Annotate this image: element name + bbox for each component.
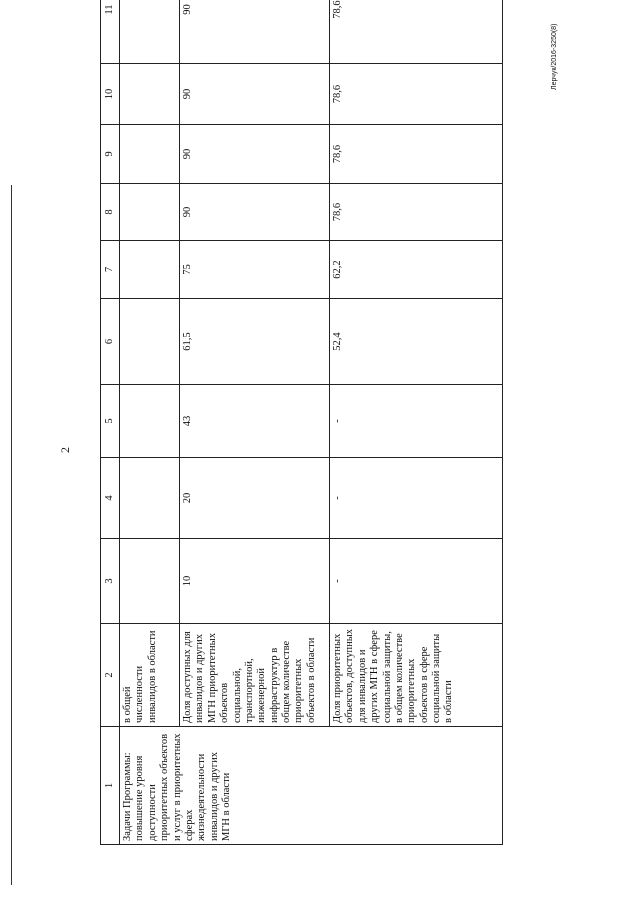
value-cell: - xyxy=(330,458,503,539)
value-cell xyxy=(120,125,180,184)
header-cell: 4 xyxy=(101,458,120,539)
value-cell: 78,6 xyxy=(330,125,503,184)
value-cell: 90 xyxy=(180,125,330,184)
value-cell: 61,5 xyxy=(180,299,330,385)
value-cell: 78,6 xyxy=(330,184,503,241)
page-number: 2 xyxy=(58,447,72,453)
header-cell: 3 xyxy=(101,539,120,624)
margin-rule xyxy=(11,185,12,885)
value-cell: 78,6 xyxy=(330,64,503,125)
value-cell: 78,6 xyxy=(330,0,503,64)
value-cell xyxy=(120,539,180,624)
header-cell: 5 xyxy=(101,385,120,458)
indicator-cell: Доля приоритетных объектов, доступных для инвалидов и других МГН в сфере социальной защиты, в общем количестве приоритетных объектов в сфере социальной защиты в области xyxy=(330,624,503,727)
table-row xyxy=(330,0,503,845)
value-cell xyxy=(120,299,180,385)
header-row xyxy=(101,0,120,845)
value-cell xyxy=(120,0,180,64)
indicators-table xyxy=(100,0,503,845)
value-cell: 43 xyxy=(180,385,330,458)
value-cell: 52,4 xyxy=(330,299,503,385)
value-cell: 62,2 xyxy=(330,241,503,299)
value-cell: 10 xyxy=(180,539,330,624)
indicator-cell: Доля доступных для инвалидов и других МГН приоритетных объектов социальной, транспортной, инженерной инфраструктур в общем количестве приоритетных объектов в области xyxy=(180,624,330,727)
value-cell: 90 xyxy=(180,184,330,241)
value-cell: - xyxy=(330,539,503,624)
header-cell: 10 xyxy=(101,64,120,125)
value-cell xyxy=(120,64,180,125)
header-cell: 2 xyxy=(101,624,120,727)
value-cell xyxy=(120,385,180,458)
value-cell: - xyxy=(330,385,503,458)
header-cell: 1 xyxy=(101,727,120,845)
header-cell: 6 xyxy=(101,299,120,385)
header-cell: 9 xyxy=(101,125,120,184)
document-code: Лерчук/2016-3250(8) xyxy=(551,23,558,90)
value-cell xyxy=(120,458,180,539)
task-cell: Задачи Программы: повышение уровня доступности приоритетных объектов и услуг в приоритетных сферах жизнедеятельности инвалидов и других МГН в области xyxy=(120,727,503,845)
value-cell: 20 xyxy=(180,458,330,539)
value-cell: 90 xyxy=(180,64,330,125)
table-row xyxy=(120,0,180,845)
header-cell: 7 xyxy=(101,241,120,299)
header-cell: 8 xyxy=(101,184,120,241)
value-cell xyxy=(120,184,180,241)
header-cell: 11 xyxy=(101,0,120,64)
table-row xyxy=(180,0,330,845)
indicator-cell: в общей численности инвалидов в области xyxy=(120,624,180,727)
value-cell: 90 xyxy=(180,0,330,64)
value-cell xyxy=(120,241,180,299)
value-cell: 75 xyxy=(180,241,330,299)
rotated-table-container xyxy=(100,0,500,845)
